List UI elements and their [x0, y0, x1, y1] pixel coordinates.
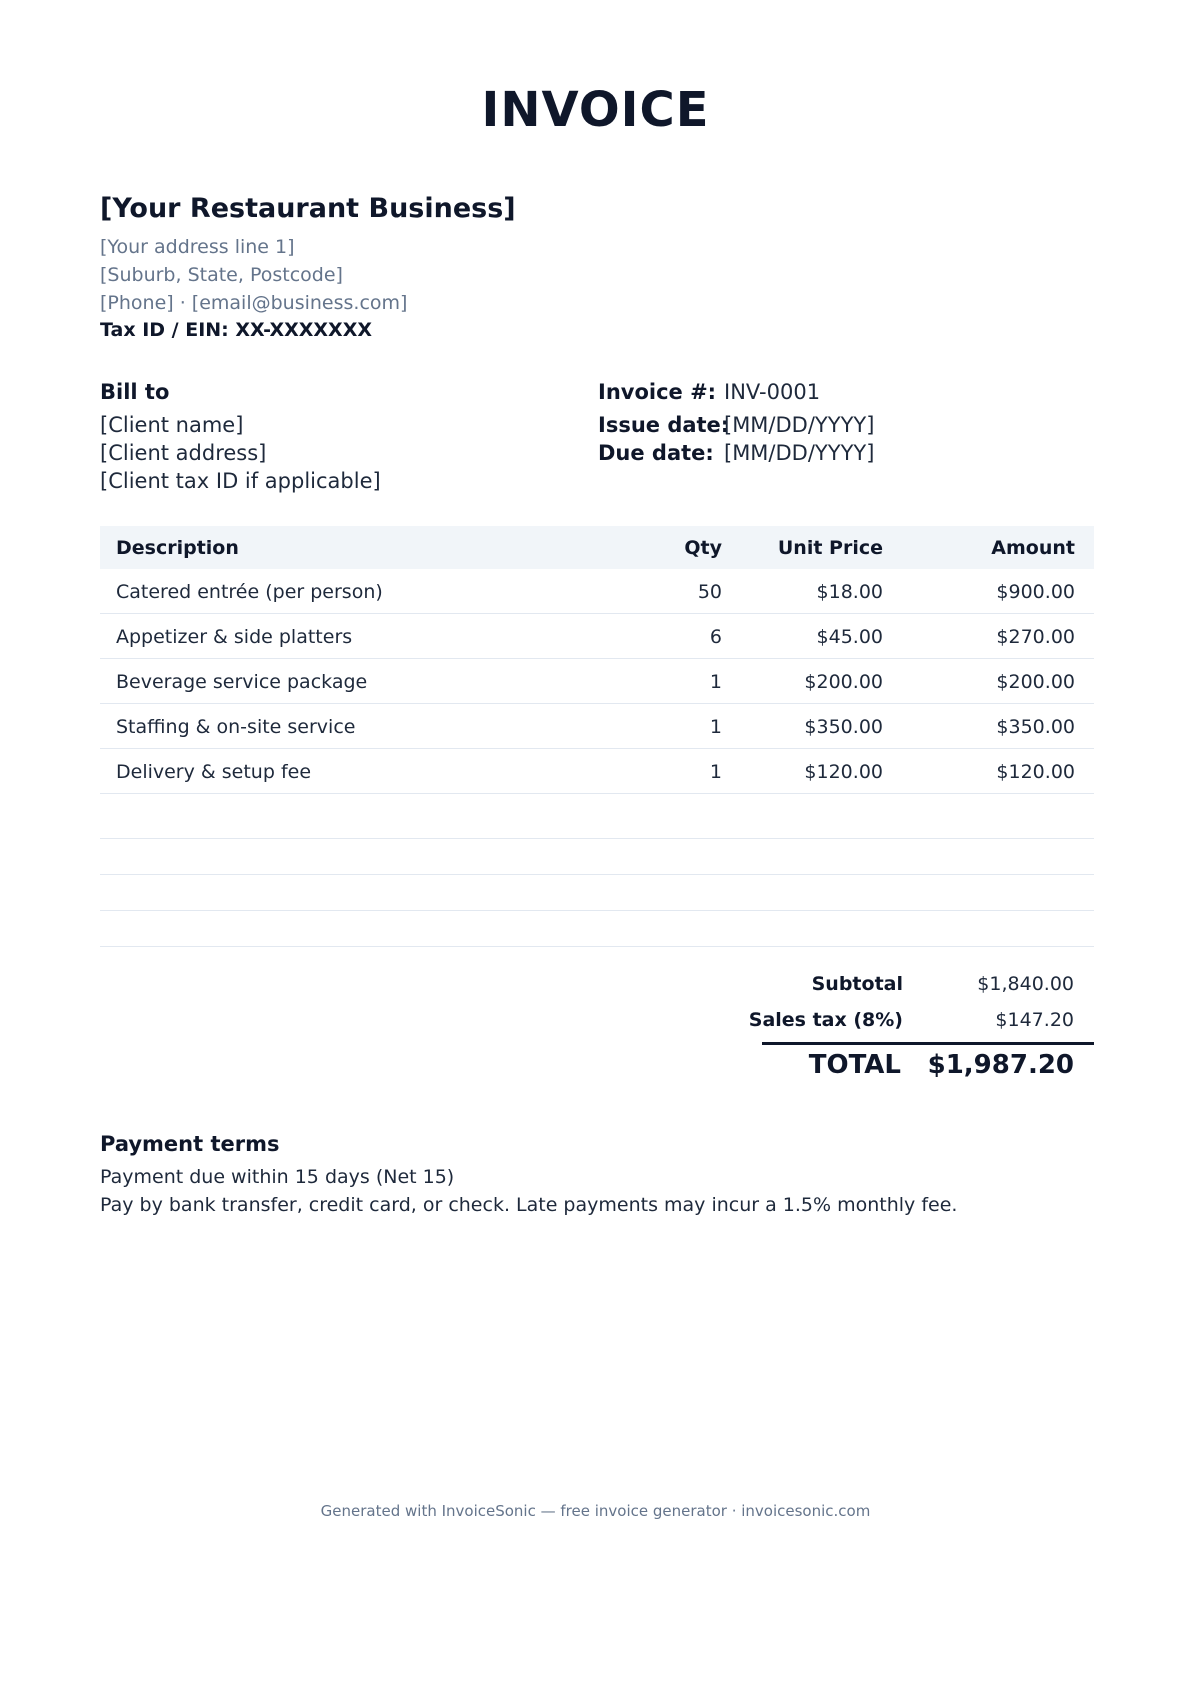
table-row	[100, 569, 1094, 614]
bill-to-heading: Bill to	[100, 380, 170, 404]
line-items-table	[100, 526, 1094, 947]
row-description: Appetizer & side platters	[116, 626, 353, 648]
total-divider	[762, 1042, 1094, 1045]
row-unit-price: $200.00	[804, 671, 883, 693]
payment-terms-heading: Payment terms	[100, 1132, 280, 1156]
sales-tax-value: $147.20	[995, 1009, 1074, 1031]
table-row	[100, 614, 1094, 659]
header-description: Description	[116, 537, 239, 559]
invoice-number-label: Invoice #:	[598, 380, 717, 404]
client-tax-id: [Client tax ID if applicable]	[100, 469, 381, 493]
empty-table-row	[100, 839, 1094, 875]
invoice-number-value: INV-0001	[724, 380, 821, 404]
footer-credit: Generated with InvoiceSonic — free invoice generator · invoicesonic.com	[320, 1502, 871, 1520]
business-name: [Your Restaurant Business]	[100, 193, 516, 224]
row-unit-price: $18.00	[816, 581, 883, 603]
row-amount: $200.00	[996, 671, 1075, 693]
row-unit-price: $120.00	[804, 761, 883, 783]
due-date-value: [MM/DD/YYYY]	[724, 441, 875, 465]
row-amount: $350.00	[996, 716, 1075, 738]
row-amount: $270.00	[996, 626, 1075, 648]
row-description: Staffing & on-site service	[116, 716, 356, 738]
empty-table-row	[100, 875, 1094, 911]
row-qty: 6	[709, 626, 722, 648]
row-qty: 1	[709, 761, 722, 783]
table-row	[100, 749, 1094, 794]
header-unit-price: Unit Price	[777, 537, 883, 559]
row-amount: $900.00	[996, 581, 1075, 603]
issue-date-label: Issue date:	[598, 413, 730, 437]
payment-terms-line-2: Pay by bank transfer, credit card, or check. Late payments may incur a 1.5% monthly fee.	[100, 1194, 958, 1216]
sales-tax-label: Sales tax (8%)	[748, 1009, 903, 1031]
row-description: Catered entrée (per person)	[116, 581, 383, 603]
invoice-title: INVOICE	[481, 82, 710, 138]
business-tax-id: Tax ID / EIN: XX-XXXXXXX	[100, 319, 373, 341]
business-contact: [Phone] · [email@business.com]	[100, 292, 408, 314]
due-date-label: Due date:	[598, 441, 714, 465]
business-address-line-1: [Your address line 1]	[100, 236, 295, 258]
empty-table-row	[100, 794, 1094, 839]
total-label: TOTAL	[808, 1050, 901, 1080]
client-address: [Client address]	[100, 441, 267, 465]
table-row	[100, 704, 1094, 749]
row-unit-price: $350.00	[804, 716, 883, 738]
row-qty: 1	[709, 716, 722, 738]
payment-terms-line-1: Payment due within 15 days (Net 15)	[100, 1166, 455, 1188]
header-qty: Qty	[684, 537, 722, 559]
empty-table-row	[100, 911, 1094, 947]
header-amount: Amount	[991, 537, 1075, 559]
issue-date-value: [MM/DD/YYYY]	[724, 413, 875, 437]
row-amount: $120.00	[996, 761, 1075, 783]
row-description: Beverage service package	[116, 671, 368, 693]
table-row	[100, 659, 1094, 704]
total-value: $1,987.20	[927, 1050, 1074, 1080]
row-description: Delivery & setup fee	[116, 761, 312, 783]
subtotal-label: Subtotal	[811, 973, 903, 995]
subtotal-value: $1,840.00	[977, 973, 1074, 995]
business-address-line-2: [Suburb, State, Postcode]	[100, 264, 343, 286]
table-header	[100, 526, 1094, 569]
row-qty: 50	[697, 581, 722, 603]
row-qty: 1	[709, 671, 722, 693]
row-unit-price: $45.00	[816, 626, 883, 648]
client-name: [Client name]	[100, 413, 244, 437]
